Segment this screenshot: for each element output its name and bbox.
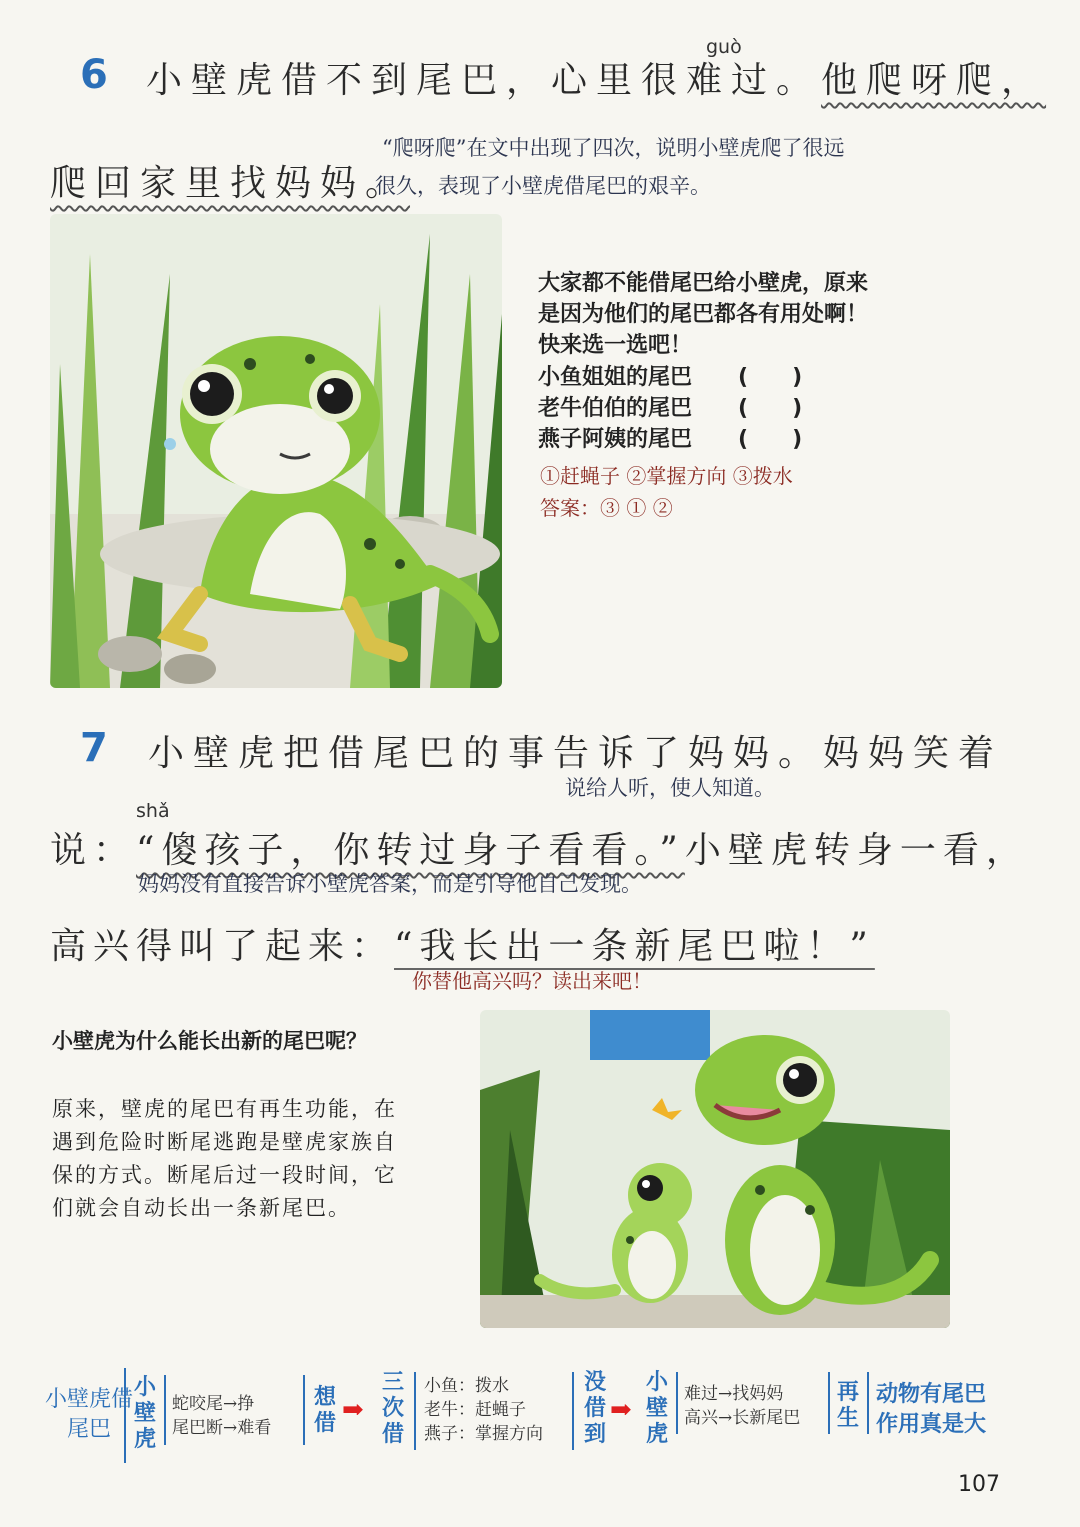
summary-regenerate: 再生	[836, 1380, 859, 1431]
summary-animals: 小鱼：拨水 老牛：赶蝇子 燕子：掌握方向	[424, 1376, 543, 1444]
annotation-tell: 说给人听，使人知道。	[565, 776, 775, 800]
summary-gecko-col-2: 小壁虎	[645, 1370, 668, 1447]
quiz-item-swallow: 燕子阿姨的尾巴 ( )	[538, 427, 803, 452]
pinyin-guo: guò	[706, 36, 742, 58]
quiz-answer: 答案：③ ① ②	[540, 496, 673, 520]
paragraph6-line1: 小壁虎借不到尾巴，心里很难过。他爬呀爬，	[146, 60, 1047, 101]
answer-bracket[interactable]: ( )	[738, 396, 803, 421]
summary-want-borrow: 想借	[313, 1385, 336, 1436]
paragraph7-line3: 高兴得叫了起来：“我长出一条新尾巴啦！”	[50, 926, 875, 967]
brace-line	[164, 1375, 166, 1445]
quiz-item-ox: 老牛伯伯的尾巴 ( )	[538, 396, 803, 421]
pinyin-sha: shǎ	[136, 800, 170, 822]
summary-gecko-col: 小壁虎	[133, 1375, 156, 1452]
paragraph-number-6: 6	[80, 52, 108, 98]
answer-bracket[interactable]: ( )	[738, 427, 803, 452]
annotation-read-aloud: 你替他高兴吗？读出来吧！	[412, 969, 652, 993]
summary-topic: 小壁虎借尾巴	[44, 1387, 133, 1442]
sidebar-question: 小壁虎为什么能长出新的尾巴呢？	[52, 1029, 367, 1053]
brace-line	[867, 1372, 869, 1434]
page-number: 107	[958, 1472, 1000, 1497]
annotation-pa-ya-pa: “爬呀爬”在文中出现了四次，说明小壁虎爬了很远	[382, 136, 845, 160]
brace-line	[414, 1372, 416, 1450]
brace-line	[572, 1372, 574, 1450]
quiz-item-fish: 小鱼姐姐的尾巴 ( )	[538, 365, 803, 390]
summary-feelings: 难过→找妈妈 高兴→长新尾巴	[684, 1384, 801, 1428]
summary-cause: 蛇咬尾→挣 尾巴断→难看	[172, 1394, 272, 1438]
summary-not-borrowed: 没借到	[583, 1370, 606, 1447]
gecko-mother-child-illustration	[480, 1010, 950, 1328]
brace-line	[676, 1372, 678, 1434]
quiz-options: ①赶蝇子 ②掌握方向 ③拨水	[540, 464, 793, 488]
summary-three-borrows: 三次借	[381, 1370, 404, 1447]
arrow-icon: ➡	[610, 1395, 632, 1425]
annotation-guide: 妈妈没有直接告诉小壁虎答案，而是引导他自己发现。	[138, 872, 642, 896]
summary-conclusion: 动物有尾巴 作用真是大	[876, 1382, 987, 1437]
paragraph-number-7: 7	[80, 725, 108, 771]
paragraph7-line1: 小壁虎把借尾巴的事告诉了妈妈。妈妈笑着	[148, 733, 1004, 774]
paragraph6-line2: 爬回家里找妈妈。	[50, 163, 411, 204]
annotation-hardship: 很久，表现了小壁虎借尾巴的艰辛。	[375, 174, 711, 198]
answer-bracket[interactable]: ( )	[738, 365, 803, 390]
paragraph7-line2: 说：“傻孩子，你转过身子看看。”小壁虎转身一看，	[50, 830, 1029, 871]
arrow-icon: ➡	[342, 1395, 364, 1425]
brace-line	[303, 1375, 305, 1445]
quiz-intro: 大家都不能借尾巴给小壁虎，原来 是因为他们的尾巴都各有用处啊！ 快来选一选吧！	[538, 271, 869, 358]
gecko-crying-illustration	[50, 214, 502, 688]
sidebar-explanation: 原来，壁虎的尾巴有再生功能，在遇到危险时断尾逃跑是壁虎家族自保的方式。断尾后过一段时间，它们就会自动长出一条新尾巴。	[52, 1097, 397, 1220]
brace-line	[828, 1372, 830, 1434]
brace-line	[124, 1368, 126, 1463]
